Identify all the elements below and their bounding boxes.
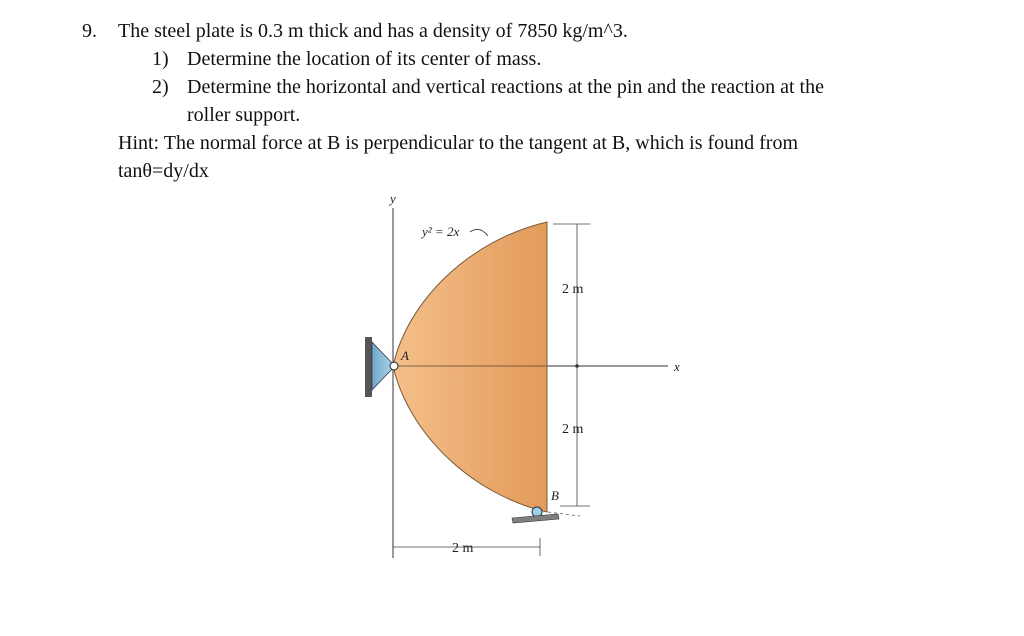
task-1-text: Determine the location of its center of mass. xyxy=(187,48,542,70)
point-a-label: A xyxy=(401,348,409,363)
dim-arrow-mid xyxy=(575,364,579,368)
hint-line-1: Hint: The normal force at B is perpendicular to the tangent at B, which is found from xyxy=(118,132,799,154)
y-axis-label: y xyxy=(390,191,396,206)
curve-leader xyxy=(470,229,488,236)
problem-statement: The steel plate is 0.3 m thick and has a density of 7850 kg/m^3. xyxy=(118,20,628,42)
curve-equation: y² = 2x xyxy=(422,224,460,239)
task-2-continued: roller support. xyxy=(187,104,301,126)
dim-width-label: 2 m xyxy=(452,541,474,556)
hint-line-2: tanθ=dy/dx xyxy=(118,160,209,182)
task-1-number: 1) xyxy=(152,48,169,70)
dim-bottom-label: 2 m xyxy=(562,422,584,437)
task-2-number: 2) xyxy=(152,76,169,98)
point-b-label: B xyxy=(551,488,559,503)
pin-icon xyxy=(390,362,398,370)
wall-support xyxy=(365,337,372,397)
steel-plate xyxy=(393,222,547,512)
x-axis-label: x xyxy=(674,359,680,374)
dim-top-label: 2 m xyxy=(562,282,584,297)
task-2-text: Determine the horizontal and vertical reactions at the pin and the reaction at the xyxy=(187,76,824,98)
problem-number: 9. xyxy=(82,20,97,42)
